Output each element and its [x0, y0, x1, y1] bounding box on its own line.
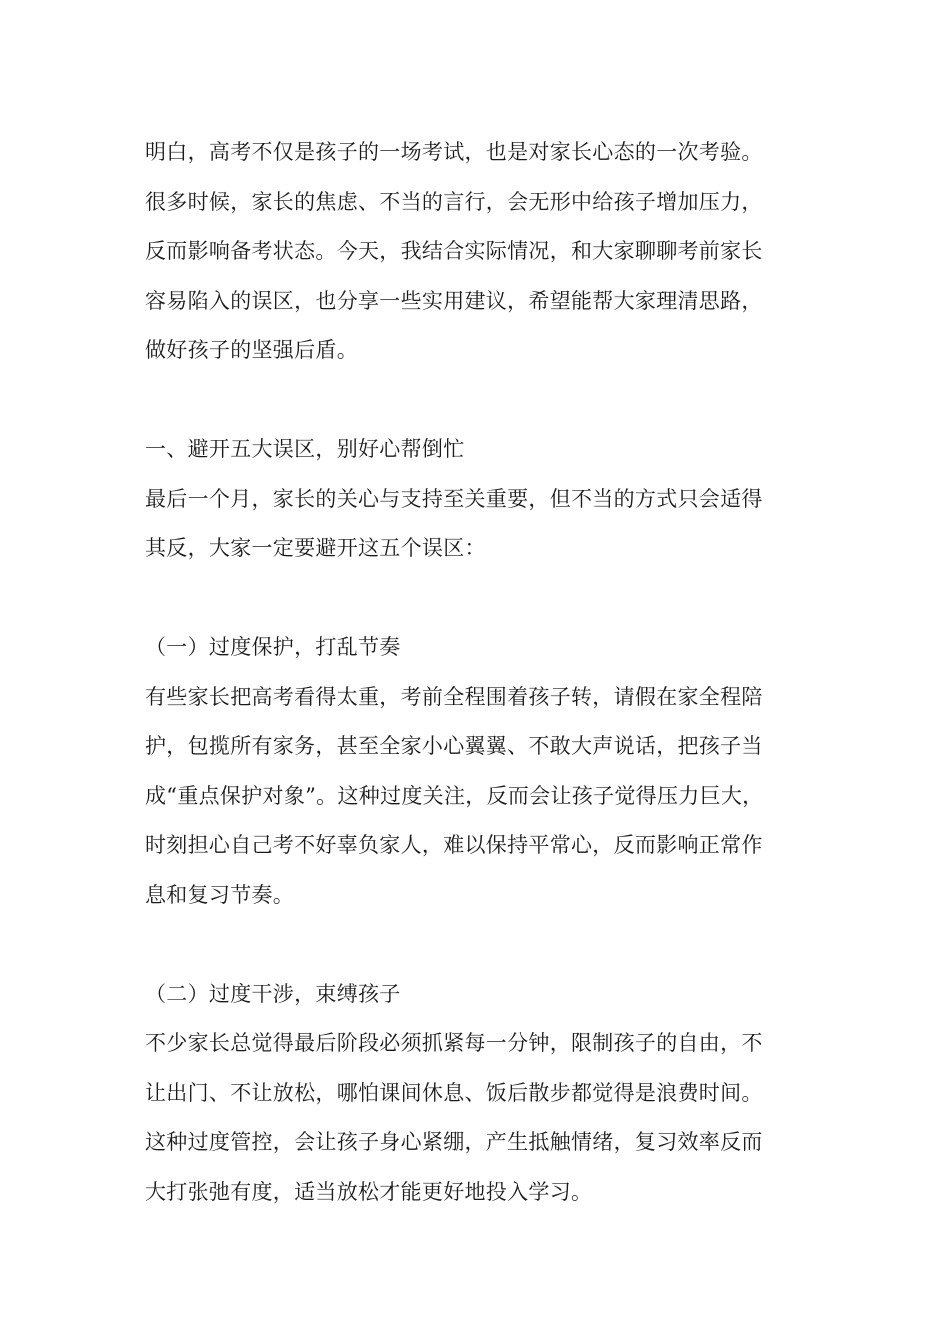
text-line: 成“重点保护对象”。这种过度关注，反而会让孩子觉得压力巨大，: [145, 783, 764, 808]
text-line: 时刻担心自己考不好辜负家人，难以保持平常心，反而影响正常作: [145, 833, 763, 857]
text-line: 息和复习节奏。: [145, 882, 295, 907]
subsection1-paragraph: [145, 673, 825, 921]
subsection-heading-2: （二）过度干涉，束缚孩子: [145, 981, 401, 1006]
paragraph-gap: [145, 574, 825, 624]
text-line: 容易陷入的误区，也分享一些实用建议，希望能帮大家理清思路，: [145, 288, 763, 313]
text-line: 其反，大家一定要避开这五个误区：: [145, 536, 486, 560]
subsection-heading-1: （一）过度保护，打乱节奏: [145, 635, 401, 659]
document-body: [145, 128, 825, 1217]
text-line: 让出门、不让放松，哪怕课间休息、饭后散步都觉得是浪费时间。: [145, 1080, 763, 1105]
text-line: 不少家长总觉得最后阶段必须抓紧每一分钟，限制孩子的自由，不: [145, 1031, 763, 1055]
paragraph-gap: [145, 920, 825, 970]
text-line: 最后一个月，家长的关心与支持至关重要，但不当的方式只会适得: [145, 486, 763, 511]
text-line: 做好孩子的坚强后盾。: [145, 338, 358, 362]
paragraph-gap: [145, 376, 825, 426]
text-line: 明白，高考不仅是孩子的一场考试，也是对家长心态的一次考验。: [145, 140, 763, 164]
section1-paragraph: [145, 475, 825, 574]
text-line: 有些家长把高考看得太重，考前全程围着孩子转，请假在家全程陪: [145, 684, 763, 709]
text-line: 大打张弛有度，适当放松才能更好地投入学习。: [145, 1179, 593, 1204]
text-line: 反而影响备考状态。今天，我结合实际情况，和大家聊聊考前家长: [145, 239, 763, 263]
text-line: 护，包揽所有家务，甚至全家小心翼翼、不敢大声说话，把孩子当: [145, 734, 763, 758]
text-line: 这种过度管控，会让孩子身心紧绷，产生抵触情绪，复习效率反而: [145, 1130, 763, 1154]
section-heading-1: 一、避开五大误区，别好心帮倒忙: [145, 437, 465, 461]
intro-paragraph: [145, 128, 825, 376]
subsection2-paragraph: [145, 1019, 825, 1217]
text-line: 很多时候，家长的焦虑、不当的言行，会无形中给孩子增加压力，: [145, 189, 763, 214]
